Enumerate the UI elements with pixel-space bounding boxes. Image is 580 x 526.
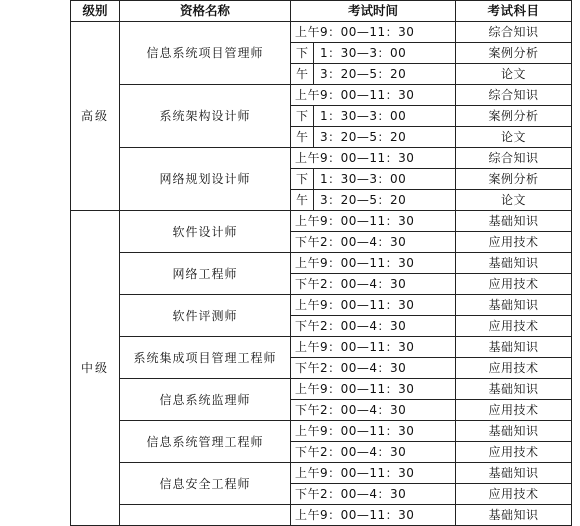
qualification-name: 信息系统管理工程师 [120, 421, 291, 463]
exam-subject-cell: 应用技术 [456, 358, 572, 379]
exam-schedule-table [70, 0, 572, 526]
time-period-cell: 下 [291, 43, 314, 64]
exam-time-cell: 上午9：00—11：30 [291, 22, 456, 43]
exam-time-cell: 上午9：00—11：30 [291, 463, 456, 484]
table-row [71, 211, 572, 232]
exam-time-cell: 1：30—3：00 [314, 43, 456, 64]
exam-subject-cell: 基础知识 [456, 505, 572, 526]
time-period-cell: 下 [291, 106, 314, 127]
table-row [71, 148, 572, 169]
header-exam-subject: 考试科目 [456, 1, 572, 22]
exam-time-cell: 上午9：00—11：30 [291, 295, 456, 316]
exam-subject-cell: 综合知识 [456, 22, 572, 43]
exam-time-cell: 3：20—5：20 [314, 127, 456, 148]
exam-subject-cell: 综合知识 [456, 85, 572, 106]
exam-subject-cell: 应用技术 [456, 274, 572, 295]
exam-time-cell: 下午2：00—4：30 [291, 358, 456, 379]
header-exam-time: 考试时间 [291, 1, 456, 22]
table-row [71, 421, 572, 442]
exam-time-cell: 下午2：00—4：30 [291, 442, 456, 463]
exam-time-cell: 3：20—5：20 [314, 190, 456, 211]
qualification-name: 信息系统监理师 [120, 379, 291, 421]
exam-subject-cell: 案例分析 [456, 169, 572, 190]
exam-subject-cell: 基础知识 [456, 253, 572, 274]
header-qualification-name: 资格名称 [120, 1, 291, 22]
exam-subject-cell: 论文 [456, 64, 572, 85]
time-period-cell: 下 [291, 169, 314, 190]
qualification-name: 系统集成项目管理工程师 [120, 337, 291, 379]
level-cell: 中级 [71, 211, 120, 526]
exam-time-cell: 3：20—5：20 [314, 64, 456, 85]
table-row [71, 505, 572, 526]
exam-subject-cell: 案例分析 [456, 43, 572, 64]
table-row [71, 379, 572, 400]
time-period-cell: 午 [291, 64, 314, 85]
exam-time-cell: 上午9：00—11：30 [291, 148, 456, 169]
exam-subject-cell: 应用技术 [456, 232, 572, 253]
exam-subject-cell: 论文 [456, 127, 572, 148]
qualification-name: 信息系统项目管理师 [120, 22, 291, 85]
exam-subject-cell: 应用技术 [456, 316, 572, 337]
table-header-row [71, 1, 572, 22]
exam-time-cell: 上午9：00—11：30 [291, 379, 456, 400]
qualification-name: 信息安全工程师 [120, 463, 291, 505]
exam-time-cell: 上午9：00—11：30 [291, 253, 456, 274]
time-period-cell: 午 [291, 127, 314, 148]
exam-time-cell: 上午9：00—11：30 [291, 85, 456, 106]
exam-subject-cell: 基础知识 [456, 379, 572, 400]
exam-subject-cell: 综合知识 [456, 148, 572, 169]
qualification-name: 网络工程师 [120, 253, 291, 295]
exam-subject-cell: 应用技术 [456, 442, 572, 463]
exam-subject-cell: 应用技术 [456, 484, 572, 505]
qualification-name: 软件设计师 [120, 211, 291, 253]
qualification-name: 系统架构设计师 [120, 85, 291, 148]
level-cell: 高级 [71, 22, 120, 211]
table-row [71, 337, 572, 358]
exam-time-cell: 1：30—3：00 [314, 106, 456, 127]
exam-time-cell: 上午9：00—11：30 [291, 421, 456, 442]
table-row [71, 463, 572, 484]
exam-subject-cell: 基础知识 [456, 211, 572, 232]
exam-subject-cell: 基础知识 [456, 421, 572, 442]
exam-time-cell: 下午2：00—4：30 [291, 316, 456, 337]
exam-subject-cell: 基础知识 [456, 337, 572, 358]
exam-subject-cell: 基础知识 [456, 295, 572, 316]
exam-time-cell: 上午9：00—11：30 [291, 337, 456, 358]
time-period-cell: 午 [291, 190, 314, 211]
qualification-name: 网络规划设计师 [120, 148, 291, 211]
exam-subject-cell: 论文 [456, 190, 572, 211]
table-row [71, 85, 572, 106]
exam-subject-cell: 案例分析 [456, 106, 572, 127]
table-body [71, 22, 572, 526]
exam-time-cell: 下午2：00—4：30 [291, 400, 456, 421]
exam-time-cell: 上午9：00—11：30 [291, 505, 456, 526]
exam-subject-cell: 应用技术 [456, 400, 572, 421]
exam-time-cell: 下午2：00—4：30 [291, 274, 456, 295]
table-row [71, 295, 572, 316]
exam-time-cell: 上午9：00—11：30 [291, 211, 456, 232]
exam-subject-cell: 基础知识 [456, 463, 572, 484]
exam-time-cell: 下午2：00—4：30 [291, 232, 456, 253]
qualification-name: 软件评测师 [120, 295, 291, 337]
qualification-name [120, 505, 291, 526]
header-level: 级别 [71, 1, 120, 22]
exam-time-cell: 1：30—3：00 [314, 169, 456, 190]
exam-time-cell: 下午2：00—4：30 [291, 484, 456, 505]
table-row [71, 253, 572, 274]
table-row [71, 22, 572, 43]
